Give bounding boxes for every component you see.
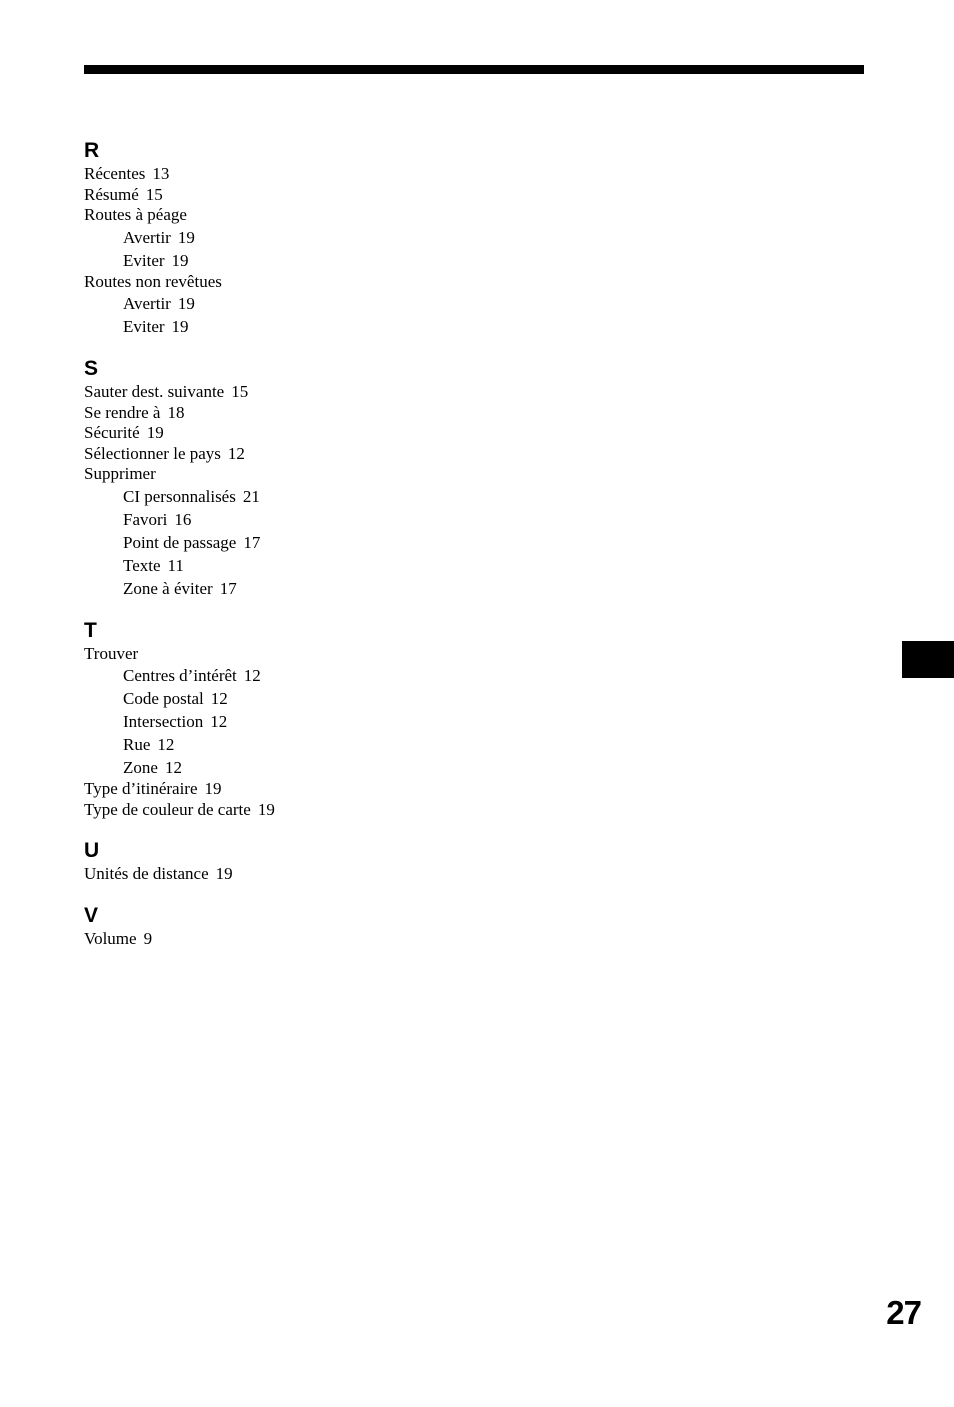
index-subentry [84, 756, 584, 779]
index-term: CI personnalisés [123, 486, 236, 506]
index-page-reference: 19 [177, 227, 195, 247]
index-term: Point de passage [123, 532, 237, 552]
top-rule [84, 65, 864, 74]
index-term: Texte [123, 555, 161, 575]
index-page-reference: 19 [171, 317, 189, 336]
index-page-reference: 19 [171, 250, 189, 270]
index-term: Favori [123, 509, 168, 529]
index-page-reference: 12 [164, 758, 182, 777]
index-page-reference: 19 [204, 779, 222, 798]
index-page-reference: 19 [215, 864, 233, 883]
index-page-reference: 12 [243, 666, 261, 685]
index-term: Routes non revêtues [84, 271, 222, 291]
index-term: Avertir [123, 227, 171, 247]
index-entry [84, 185, 584, 206]
index-term: Unités de distance [84, 864, 209, 883]
index-page-reference: 19 [146, 423, 164, 442]
index-subentry [84, 485, 584, 508]
index-term: Récentes [84, 164, 146, 183]
index-subentry [84, 664, 584, 687]
index-entry [84, 864, 584, 885]
index-entry [84, 205, 584, 226]
index-term: Trouver [84, 643, 139, 663]
index-page-reference: 11 [167, 555, 184, 575]
index-page-reference: 17 [243, 532, 261, 552]
index-subentry [84, 249, 584, 272]
page-number: 27 [886, 1294, 921, 1331]
alphabetical-index [84, 139, 584, 968]
index-term: Type de couleur de carte [84, 799, 251, 819]
index-letter-heading: R [84, 139, 100, 162]
index-page-reference: 12 [227, 443, 245, 463]
index-subentry [84, 554, 584, 577]
index-letter-heading: V [84, 903, 99, 927]
index-entry [84, 444, 584, 465]
index-term: Eviter [123, 317, 165, 336]
index-entry [84, 464, 584, 485]
index-letter-heading: U [84, 839, 100, 862]
index-section-r [84, 139, 584, 338]
index-term: Avertir [123, 294, 171, 313]
index-page-reference: 15 [231, 382, 249, 401]
index-term: Code postal [123, 689, 204, 708]
index-entry [84, 800, 584, 821]
index-term: Type d’itinéraire [84, 779, 198, 798]
index-page-reference: 19 [177, 294, 195, 313]
index-subentry [84, 315, 584, 338]
index-page-reference: 16 [174, 509, 192, 529]
index-subentry [84, 508, 584, 531]
index-subentry [84, 733, 584, 756]
index-term: Supprimer [84, 464, 156, 483]
index-page-reference: 12 [210, 712, 228, 731]
section-tab-marker [902, 641, 954, 678]
index-subentry [84, 292, 584, 315]
index-term: Rue [123, 735, 151, 754]
index-entry [84, 929, 584, 950]
index-entry [84, 779, 584, 800]
index-page-reference: 21 [242, 486, 260, 506]
index-subentry [84, 226, 584, 249]
index-entry [84, 164, 584, 185]
index-term: Résumé [84, 184, 139, 204]
index-page-reference: 12 [210, 689, 228, 708]
index-subentry [84, 531, 584, 554]
index-entry [84, 644, 584, 665]
index-entry [84, 403, 584, 424]
index-term: Se rendre à [84, 402, 161, 422]
index-subentry [84, 687, 584, 710]
index-term: Routes à péage [84, 205, 187, 224]
index-page-reference: 15 [145, 184, 163, 204]
index-section-u [84, 839, 584, 885]
index-entry [84, 423, 584, 444]
index-letter-heading: T [84, 618, 97, 642]
index-page-reference: 9 [143, 928, 153, 948]
index-page-reference: 19 [257, 799, 275, 819]
index-entry [84, 272, 584, 293]
index-term: Volume [84, 928, 137, 948]
index-section-v [84, 904, 584, 950]
index-term: Eviter [123, 250, 165, 270]
index-section-t [84, 619, 584, 821]
index-term: Sauter dest. suivante [84, 382, 225, 401]
index-section-s [84, 357, 584, 600]
index-term: Sécurité [84, 423, 140, 442]
index-page-reference: 17 [219, 578, 237, 598]
index-letter-heading: S [84, 357, 99, 380]
index-term: Intersection [123, 712, 204, 731]
index-term: Sélectionner le pays [84, 443, 221, 463]
index-subentry [84, 710, 584, 733]
index-page-reference: 12 [157, 735, 175, 754]
index-term: Zone à éviter [123, 578, 213, 598]
index-subentry [84, 577, 584, 600]
index-term: Zone [123, 758, 158, 777]
index-entry [84, 382, 584, 403]
index-page-reference: 13 [152, 164, 170, 183]
index-page-reference: 18 [167, 402, 185, 422]
index-term: Centres d’intérêt [123, 666, 237, 685]
